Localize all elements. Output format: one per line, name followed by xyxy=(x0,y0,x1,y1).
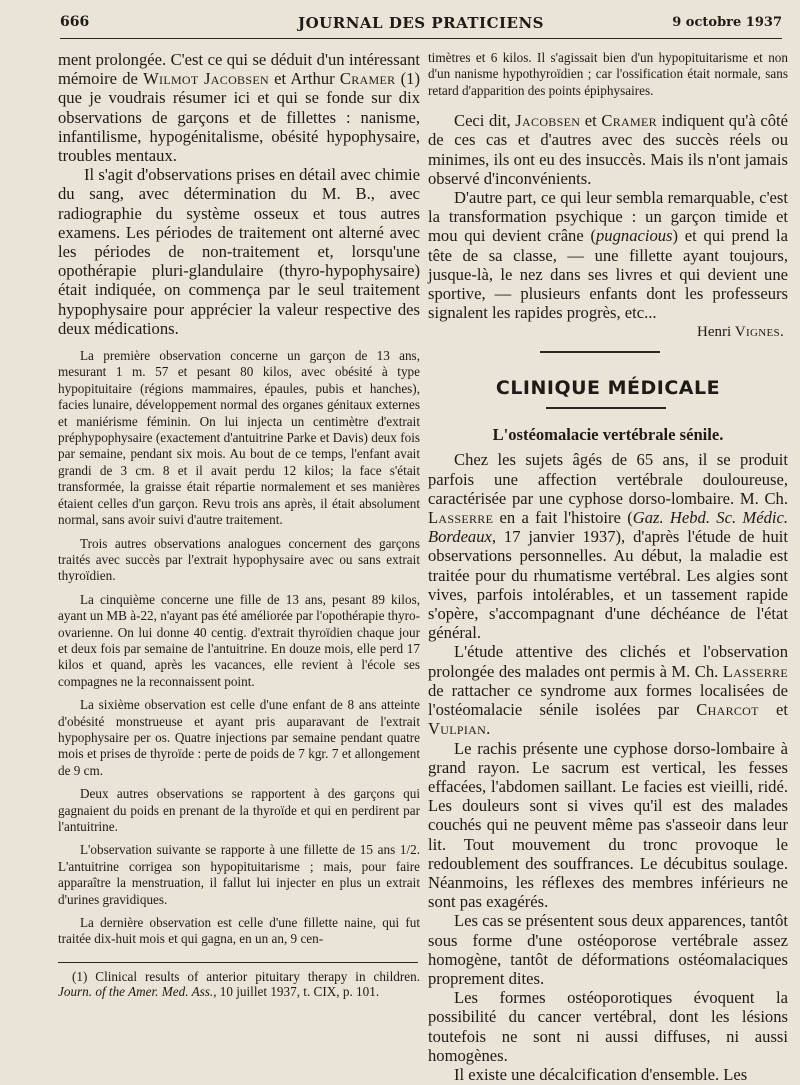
article-paragraph: Il existe une décalcification d'ensemble. Les xyxy=(454,1064,748,1084)
article-paragraph: Le rachis présente une cyphose dorso-lombaire à grand rayon. Le sacrum est vertical, les fesses effacées, l'abdomen saillant. Le facies est vieilli, ridé. Les douleurs sont si vives qu'il est des malades couchés qui ne peuvent même pas s'asseoir dans leur lit. Tout mouvement du tronc provoque le redoublement des souffrances. Le décubitus soulage. Néanmoins, les réflexes des membres inférieurs ne sont pas exagérés. xyxy=(428,738,788,912)
observation-paragraph: Trois autres observations analogues concernent des garçons traités avec succès par l'extrait hypophysaire avec ou sans extrait thyroïdien. xyxy=(58,535,420,584)
observation-paragraph: La dernière observation est celle d'une fillette naine, qui fut traitée dix-huit mois et qui gagna, en un an, 9 cen- xyxy=(58,915,420,947)
journal-title: JOURNAL DES PRATICIENS xyxy=(298,14,544,32)
section-title: CLINIQUE MÉDICALE xyxy=(495,377,721,400)
observation-paragraph: Deux autres observations se rapportent à des garçons qui gagnaient du poids en prenant de la thyroïde et qui en perdirent par l'antuitrine. xyxy=(58,786,420,835)
issue-date: 9 octobre 1937 xyxy=(672,15,782,30)
author-name: Cramer xyxy=(339,69,396,89)
author-name: Charcot xyxy=(696,700,759,720)
observation-paragraph: L'observation suivante se rapporte à une fillette de 15 ans 1/2. L'antuitrine corrigea son hypopituitarisme ; mais, pour faire apparaître la menstruation, il fallut lui injecter en plus un extrait d'urines gravidiques. xyxy=(58,842,420,907)
page-number: 666 xyxy=(60,14,90,30)
paragraph-psychic: D'autre part, ce qui leur sembla remarquable, c'est la transformation psychique : un garçon timide et mou qui devient crâne (pugnacious) et qui prend la tête de sa classe, — une fillette ayant toujours, jusque-là, le nez dans ses livres et qui devient une sportive, — plusieurs enfants dont les professeurs signalent les rapides progrès, etc... xyxy=(428,188,788,323)
author-name: Cramer xyxy=(601,111,657,131)
article-title: L'ostéomalacie vertébrale sénile. xyxy=(492,425,724,445)
article-paragraph: Chez les sujets âgés de 65 ans, il se produit parfois une affection vertébrale douloureuse, caractérisée par une cyphose dorso-lombaire. M. Ch. Lasserre en a fait l'histoire (Gaz. Hebd. Sc. Médic. Bordeaux, 17 janvier 1937), d'après l'étude de huit observations personnelles. Au début, la maladie est traitée pour du rhumatisme vertébral. Les algies sont vives, parfois intolérables, et un tassement rapide s'opère, s'accompagnant d'une déchéance de l'état général. xyxy=(428,450,789,643)
paragraph-methods: Il s'agit d'observations prises en détail avec chimie du sang, avec détermination du M. B., avec radiographie du système osseux et tous autres examens. Les périodes de traitement ont alterné avec les périodes de non-traitement et, lorsqu'une opothérapie pluri-glandulaire (thyro-hypophysaire) était indiquée, on commença par le seul traitement hypophysaire pour apprécier la valeur respective des deux médications. xyxy=(58,165,420,338)
footnote: (1) Clinical results of anterior pituitary therapy in children. Journ. of the Amer. Med. Ass., 10 juillet 1937, t. CIX, p. 101. xyxy=(58,968,420,1000)
right-column xyxy=(428,50,788,1084)
paragraph-results: Ceci dit, Jacobsen et Cramer indiquent qu'à côté de ces cas et d'autres avec des succès réels ou minimes, ils ont eu des insuccès. Mais ils n'ont jamais observé d'inconvénients. xyxy=(428,111,788,188)
author-name: Lasserre xyxy=(722,661,788,681)
section-divider xyxy=(540,351,660,353)
paragraph-intro: ment prolongée. C'est ce qui se déduit d'un intéressant mémoire de Wilmot Jacobsen et Arthur Cramer (1) que je voudrais résumer ici et qui se fonde sur dix observations de garçons et de fillettes : nanisme, infantilisme, hypogénitalisme, obésité hypophysaire, troubles mentaux. xyxy=(58,50,420,166)
section-title-rule xyxy=(546,407,666,409)
author-name: Jacobsen xyxy=(515,111,581,131)
journal-citation: Gaz. Hebd. Sc. Médic. Bordeaux xyxy=(428,508,789,547)
running-header xyxy=(60,12,782,39)
observation-paragraph: La cinquième concerne une fille de 13 ans, pesant 89 kilos, ayant un MB à-22, n'ayant pas été améliorée par l'opothérapie thyro-ovarienne. On lui donne 40 centig. d'extrait thyroïdien chaque jour et deux fois par semaine de l'antuitrine. En douze mois, elle perd 17 kilos et quand, après les vacances, elle revient à l'école ses compagnes ne la reconnaissent point. xyxy=(58,591,420,689)
observation-paragraph: La sixième observation est celle d'une enfant de 8 ans atteinte d'obésité monstrueuse et ayant pris auparavant de l'extrait hypophysaire per os. Quatre injections par semaine pendant quatre mois et prises de thyroïde : perte de poids de 7 kgr. 7 et allongement de 9 cm. xyxy=(58,697,420,778)
author-name: Wilmot Jacobsen xyxy=(143,69,269,89)
author-name: Vulpian xyxy=(428,719,487,739)
observation-paragraph: La première observation concerne un garçon de 13 ans, mesurant 1 m. 57 et pesant 80 kilos, avec obésité à type hypopituitaire (régions mammaires, épaules, pubis et hanches), facies lunaire, développement normal des organes génitaux externes et maniérisme féminin. On lui injecta un centimètre d'extrait préphypophysaire (exactement d'antuitrine Parke et Davis) deux fois par semaine, pendant six mois. Au bout de ce temps, l'enfant avait grandi de 3 cm. 8 et il avait perdu 12 kilos; la face s'était transformée, la graisse était répartie normalement et ses manières étaient celles d'un garçon. Revu trois ans après, il était absolument normal, sans avoir suivi d'autre traitement. xyxy=(58,348,420,528)
author-name: Lasserre xyxy=(428,508,494,528)
observation-paragraph: timètres et 6 kilos. Il s'agissait bien d'un hypopituitarisme et non d'un nanisme hypothyroïdien ; car l'ossification était normale, sans retard d'apparition des points épiphysaires. xyxy=(428,50,788,98)
article-paragraph: Les formes ostéoporotiques évoquent la possibilité du cancer vertébral, dont les lésions toutefois ne sont ni aussi diffuses, ni aussi homogènes. xyxy=(428,988,788,1065)
article-paragraph: Les cas se présentent sous deux apparences, tantôt sous forme d'une ostéoporose vertébrale assez homogène, tantôt de déformations ostéomalaciques proprement dites. xyxy=(428,911,788,988)
author-signature: Henri Vignes. xyxy=(697,324,784,341)
left-column xyxy=(58,50,420,999)
article-paragraph: L'étude attentive des clichés et l'observation prolongée des malades ont permis à M. Ch. Lasserre de rattacher ce syndrome aux formes localisées de l'ostéomalacie sénile isolées par Charcot et Vulpian. xyxy=(428,642,789,739)
footnote-rule xyxy=(58,962,418,963)
